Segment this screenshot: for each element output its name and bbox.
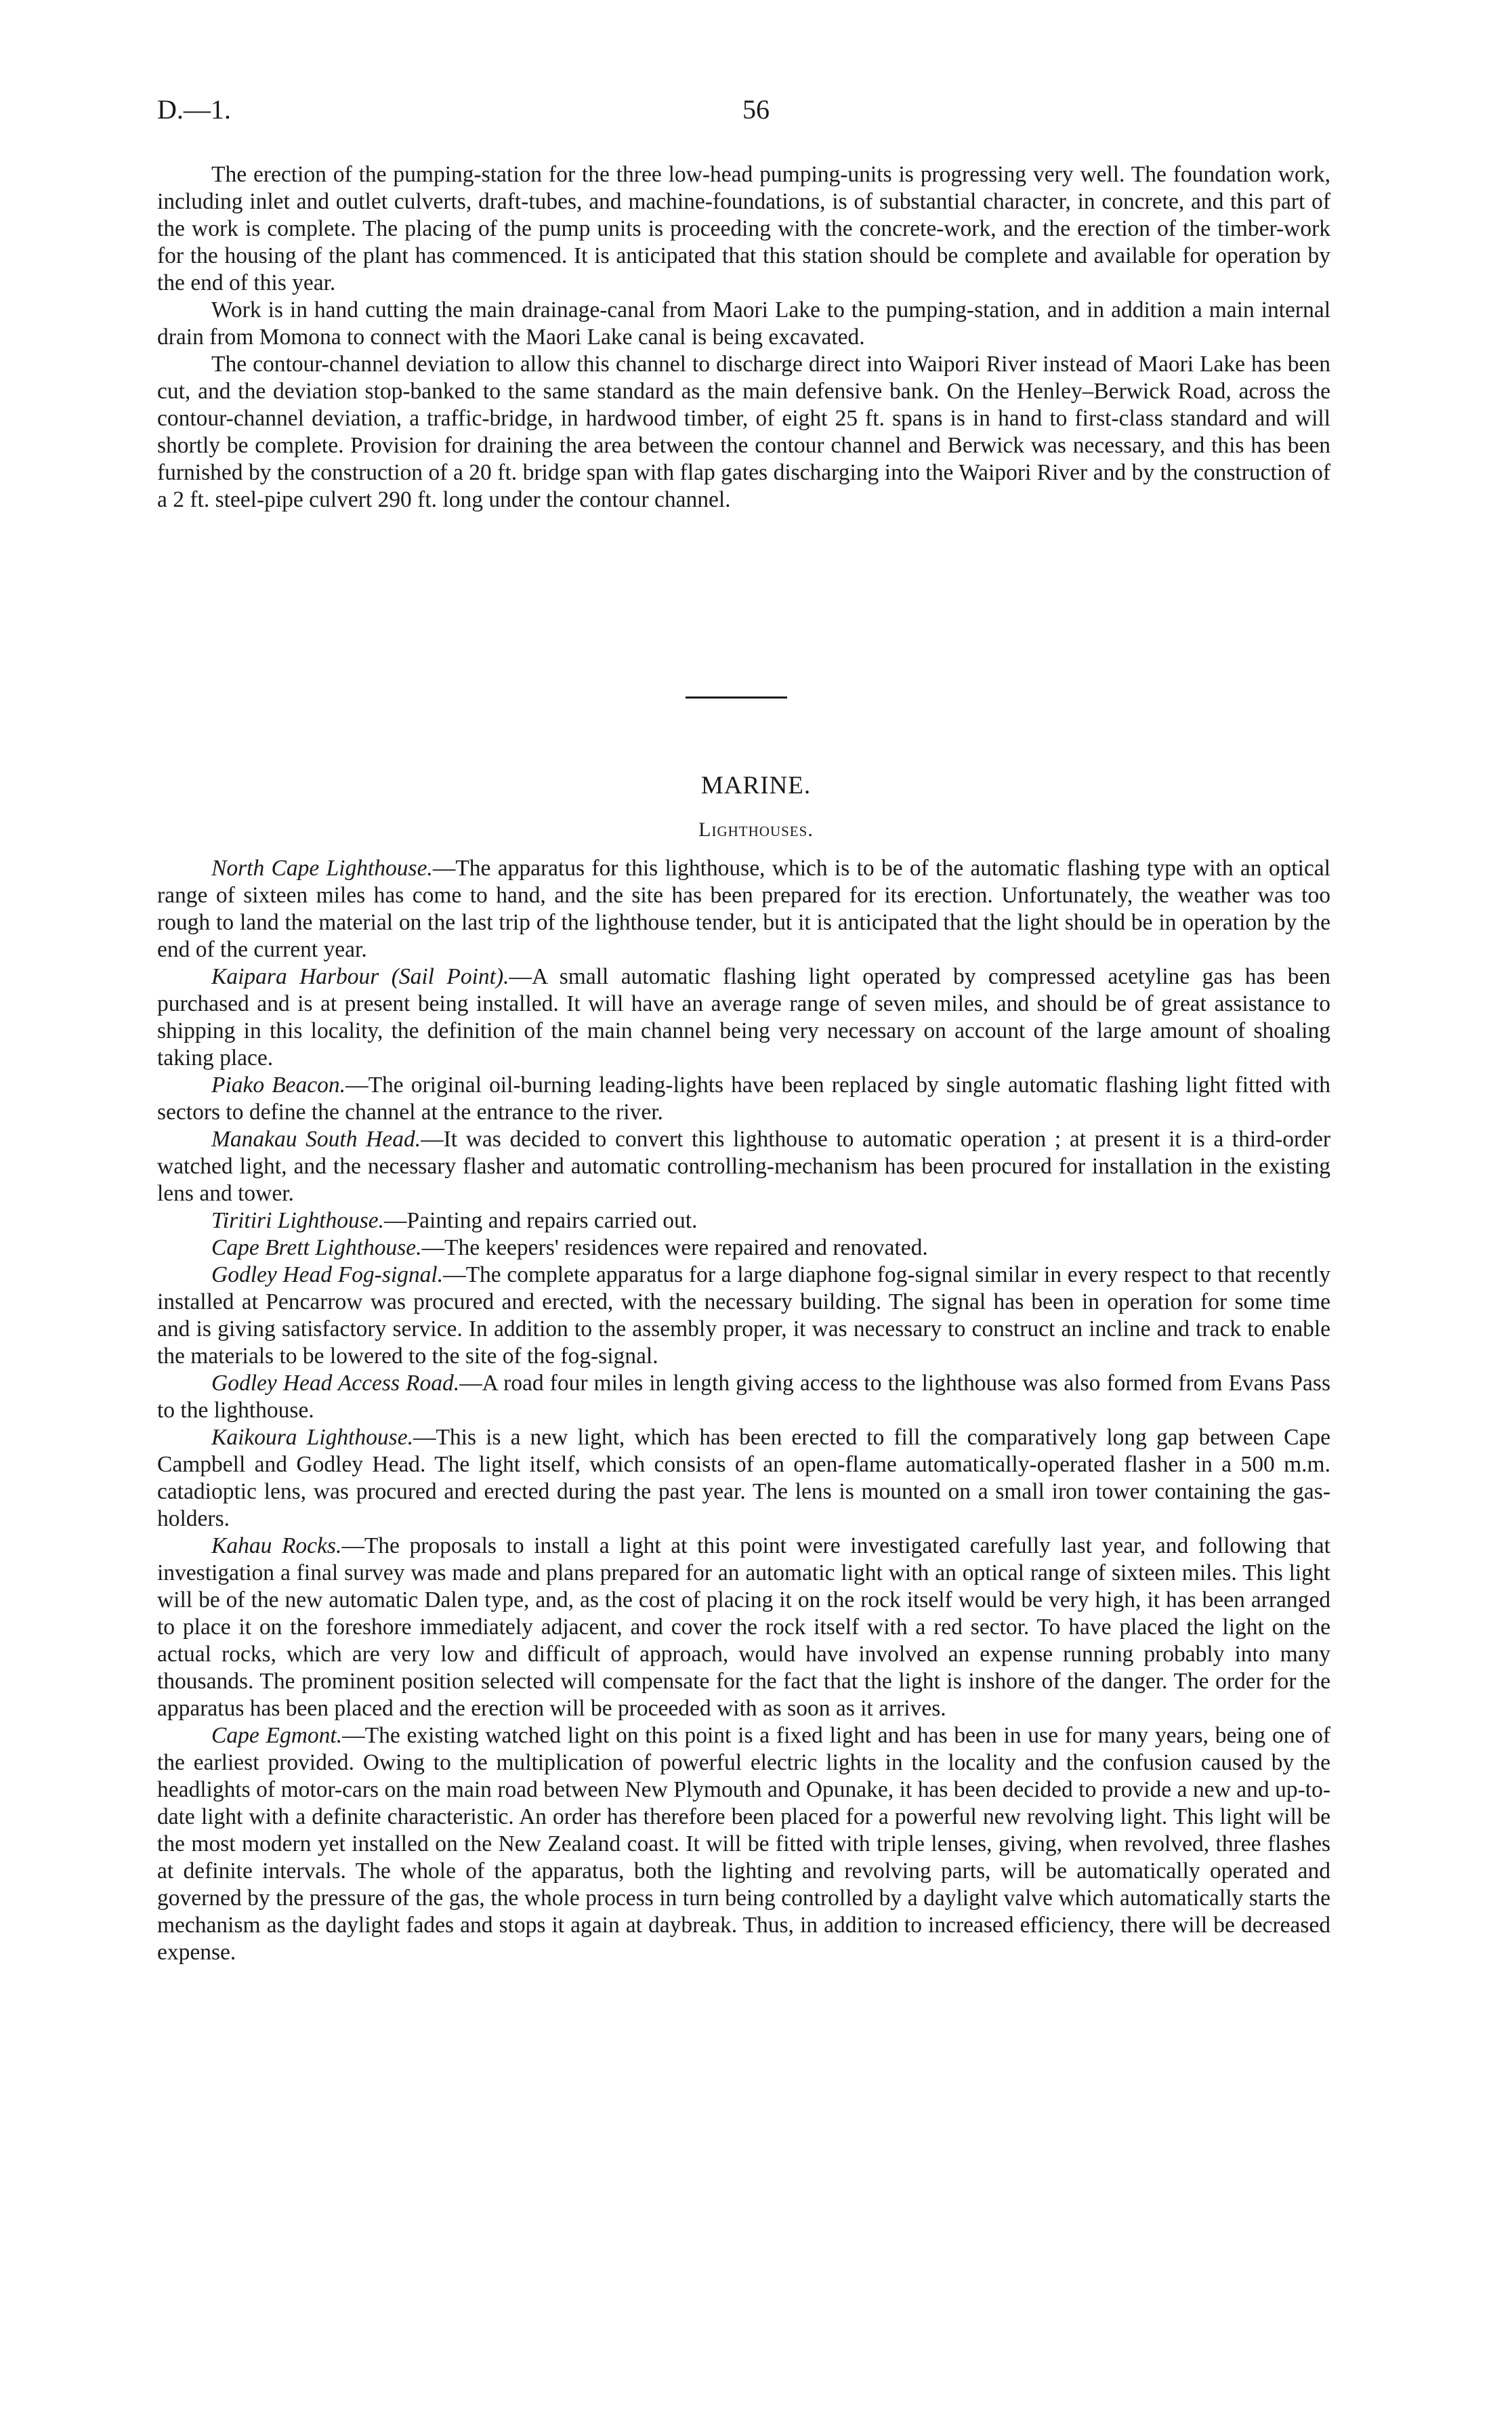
entry-heading: Godley Head Fog-signal.	[211, 1262, 444, 1287]
lighthouses-section	[157, 855, 1330, 1966]
lighthouse-entry	[157, 1126, 1330, 1207]
entry-heading: North Cape Lighthouse.	[211, 856, 433, 881]
page-number: 56	[742, 94, 770, 125]
entry-heading: Kaikoura Lighthouse.	[211, 1425, 413, 1450]
page-header	[157, 93, 1355, 134]
entry-heading: Piako Beacon.	[211, 1073, 346, 1098]
entry-heading: Godley Head Access Road.	[211, 1371, 460, 1396]
entry-text: —This is a new light, which has been erected to fill the comparatively long gap between Cape Campbell and Godley Head. The light itself, which consists of an open-flame automatically-operated flasher in a 500 m.m. catadioptic lens, was procured and erected during the past year. The lens is mounted on a small iron tower containing the gas-holders.	[157, 1425, 1330, 1531]
entry-text: —A small automatic flashing light operated by compressed acetyline gas has been purchased and is at present being installed. It will have an average range of seven miles, and should be of great assistance to shipping in this locality, the definition of the main channel being very necessary on account of the large amount of shoaling taking place.	[157, 964, 1330, 1070]
lighthouse-entry	[157, 855, 1330, 963]
lighthouse-entry	[157, 1207, 1330, 1234]
lighthouse-entry	[157, 1722, 1330, 1966]
entry-heading: Tiritiri Lighthouse.	[211, 1208, 385, 1233]
entry-text: —The complete apparatus for a large diaphone fog-signal similar in every respect to that recently installed at Pencarrow was procured and erected, with the necessary building. The signal has been in operation for some time and is giving satisfactory service. In addition to the assembly proper, it was necessary to construct an incline and track to enable the materials to be lowered to the site of the fog-signal.	[157, 1262, 1330, 1369]
entry-text: —The original oil-burning leading-lights have been replaced by single automatic flashing light fitted with sectors to define the channel at the entrance to the river.	[157, 1073, 1331, 1125]
entry-text: —A road four miles in length giving access to the lighthouse was also formed from Evans Pass to the lighthouse.	[157, 1371, 1330, 1423]
entry-heading: Manakau South Head.	[211, 1127, 421, 1152]
paragraph: Work is in hand cutting the main drainage-canal from Maori Lake to the pumping-station, and in addition a main internal drain from Momona to connect with the Maori Lake canal is being excavated.	[157, 297, 1330, 350]
entry-text: —The proposals to install a light at this point were investigated carefully last year, and following that investigation a final survey was made and plans prepared for an automatic light with an optical range of sixteen miles. This light will be of the new automatic Dalen type, and, as the cost of placing it on the rock itself would be very high, it has been arranged to place it on the foreshore immediately adjacent, and cover the rock itself with a red sector. To have placed the light on the actual rocks, which are very low and difficult of approach, would have involved an expense running probably into many thousands. The prominent position selected will compensate for the fact that the light is inshore of the danger. The order for the apparatus has been placed and the erection will be proceeded with as soon as it arrives.	[157, 1533, 1330, 1721]
document-reference: D.—1.	[157, 94, 231, 125]
entry-heading: Kaipara Harbour (Sail Point).	[211, 964, 509, 989]
lighthouse-entry	[157, 1370, 1330, 1424]
drainage-works-section	[157, 161, 1330, 514]
entry-heading: Cape Egmont.	[211, 1723, 343, 1748]
entry-text: —It was decided to convert this lighthouse to automatic operation ; at present it is a third-order watched light, and the necessary flasher and automatic controlling-mechanism has been procured for installation in the existing lens and tower.	[157, 1127, 1330, 1206]
lighthouse-entry	[157, 1262, 1330, 1370]
entry-text: —Painting and repairs carried out.	[384, 1208, 698, 1233]
lighthouse-entry	[157, 1533, 1330, 1722]
lighthouse-entry	[157, 1424, 1330, 1533]
section-divider	[686, 696, 787, 699]
lighthouse-entry	[157, 1072, 1330, 1126]
lighthouse-entry	[157, 1234, 1330, 1262]
entry-text: —The existing watched light on this point is a fixed light and has been in use for many years, being one of the earliest provided. Owing to the multiplication of powerful electric lights in the locality and the confusion caused by the headlights of motor-cars on the main road between New Plymouth and Opunake, it has been decided to provide a new and up-to-date light with a definite characteristic. An order has therefore been placed for a powerful new revolving light. This light will be the most modern yet installed on the New Zealand coast. It will be fitted with triple lenses, giving, when revolved, three flashes at definite intervals. The whole of the apparatus, both the lighting and revolving parts, will be automatically operated and governed by the pressure of the gas, the whole process in turn being controlled by a daylight valve which automatically starts the mechanism as the daylight fades and stops it again at daybreak. Thus, in addition to increased efficiency, there will be decreased expense.	[157, 1723, 1330, 1965]
paragraph: The contour-channel deviation to allow this channel to discharge direct into Waipori River instead of Maori Lake has been cut, and the deviation stop-banked to the same standard as the main defensive bank. On the Henley–Berwick Road, across the contour-channel deviation, a traffic-bridge, in hardwood timber, of eight 25 ft. spans is in hand to first-class standard and will shortly be complete. Provision for draining the area between the contour channel and Berwick was necessary, and this has been furnished by the construction of a 20 ft. bridge span with flap gates discharging into the Waipori River and by the construction of a 2 ft. steel-pipe culvert 290 ft. long under the contour channel.	[157, 352, 1330, 512]
paragraph: The erection of the pumping-station for the three low-head pumping-units is progressing very well. The foundation work, including inlet and outlet culverts, draft-tubes, and machine-foundations, is of substantial character, in concrete, and this part of the work is complete. The placing of the pump units is proceeding with the concrete-work, and the erection of the timber-work for the housing of the plant has commenced. It is anticipated that this station should be complete and available for operation by the end of this year.	[157, 162, 1330, 295]
entry-text: —The apparatus for this lighthouse, which is to be of the automatic flashing type with an optical range of sixteen miles has come to hand, and the site has been prepared for its erection. Unfortunately, the weather was too rough to land the material on the last trip of the lighthouse tender, but it is anticipated that the light should be in operation by the end of the current year.	[157, 856, 1330, 962]
entry-heading: Kahau Rocks.	[211, 1533, 342, 1558]
subsection-title-lighthouses: Lighthouses.	[698, 818, 814, 841]
entry-text: —The keepers' residences were repaired and renovated.	[421, 1235, 928, 1260]
section-title-marine: MARINE.	[700, 772, 812, 799]
entry-heading: Cape Brett Lighthouse.	[211, 1235, 422, 1260]
lighthouse-entry	[157, 963, 1330, 1072]
